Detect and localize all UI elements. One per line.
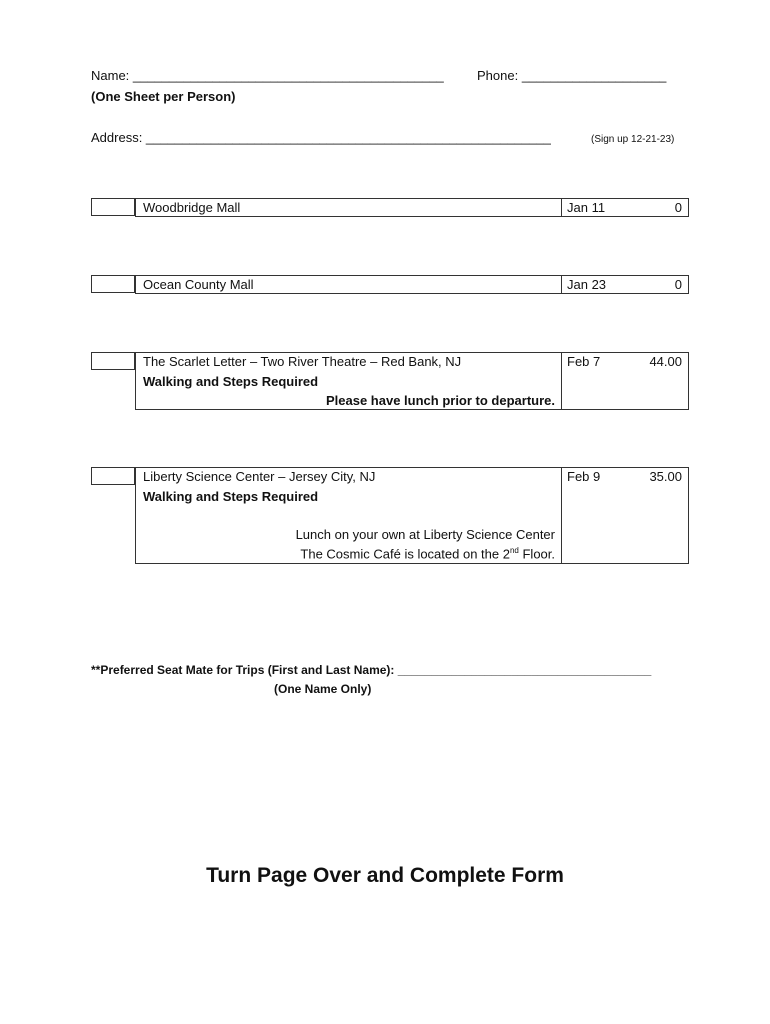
trip-title: The Scarlet Letter – Two River Theatre – Red Bank, NJ [143, 354, 462, 369]
phone-field-label: Phone: ____________________ [477, 68, 667, 83]
trip-cafe-note: The Cosmic Café is located on the 2nd Floor. [300, 546, 555, 562]
trip-description [136, 468, 562, 563]
trip-description [136, 276, 562, 293]
trip-note: Walking and Steps Required [143, 489, 319, 504]
trip-checkbox-woodbridge[interactable] [91, 198, 135, 216]
trip-row-liberty-science [135, 467, 689, 564]
trip-title: Ocean County Mall [143, 277, 254, 292]
trip-title: Liberty Science Center – Jersey City, NJ [143, 469, 376, 484]
trip-checkbox-liberty-science[interactable] [91, 467, 135, 485]
trip-checkbox-ocean-county[interactable] [91, 275, 135, 293]
trip-date: Jan 23 [567, 277, 607, 292]
trip-date: Feb 7 [567, 354, 601, 369]
name-field-label: Name: ___________________________________________ [91, 68, 444, 83]
trip-checkbox-scarlet-letter[interactable] [91, 352, 135, 370]
trip-description [136, 199, 562, 216]
trip-row-woodbridge [135, 198, 689, 217]
signup-date: (Sign up 12-21-23) [591, 134, 675, 145]
address-field-label: Address: ________________________________________________________ [91, 130, 551, 145]
trip-date: Feb 9 [567, 469, 601, 484]
trip-row-scarlet-letter [135, 352, 689, 410]
trip-price: 0 [674, 277, 682, 292]
trip-price: 35.00 [649, 469, 682, 484]
trip-price: 0 [674, 200, 682, 215]
seatmate-subnote: (One Name Only) [274, 682, 372, 696]
seatmate-label: **Preferred Seat Mate for Trips (First and Last Name): ______________________________________ [91, 663, 652, 677]
trip-row-ocean-county [135, 275, 689, 294]
trip-title: Woodbridge Mall [143, 200, 241, 215]
trip-description [136, 353, 562, 409]
trip-price: 44.00 [649, 354, 682, 369]
trip-lunch-note: Lunch on your own at Liberty Science Center [295, 527, 555, 542]
trip-note: Walking and Steps Required [143, 374, 319, 389]
trip-date: Jan 11 [567, 200, 606, 215]
one-sheet-note: (One Sheet per Person) [91, 89, 236, 104]
turn-page-instruction: Turn Page Over and Complete Form [206, 864, 564, 887]
trip-extra-note: Please have lunch prior to departure. [325, 393, 555, 408]
